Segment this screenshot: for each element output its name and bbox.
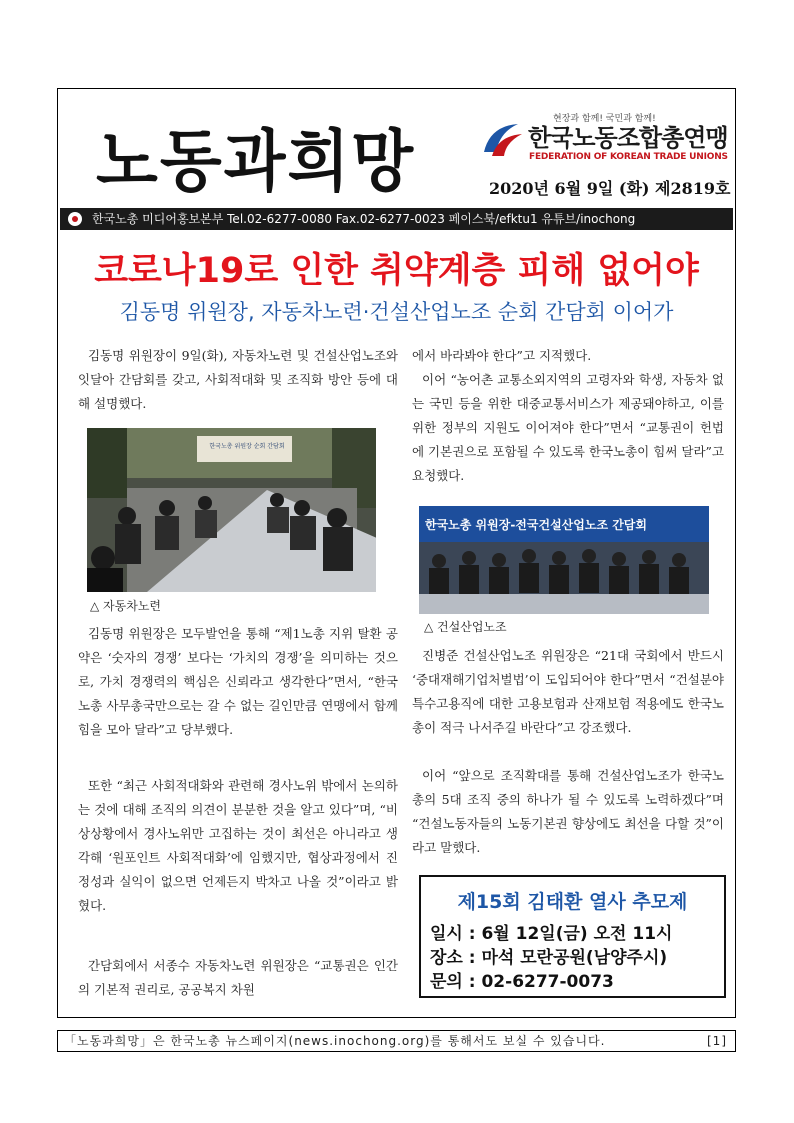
fktu-logo-icon <box>478 116 526 164</box>
contact-bar <box>60 208 733 230</box>
article-subhead: 김동명 위원장, 자동차노련·건설산업노조 순회 간담회 이어가 <box>119 300 674 324</box>
newsletter-title: 노동과희망 <box>96 122 416 202</box>
article-paragraph: 이어 “앞으로 조직확대를 통해 건설산업노조가 한국노총의 5대 조직 중의 하나가 될 수 있도록 노력하겠다”며 “건설노동자들의 노동기본권 향상에도 최선을 다할 것”이라고 말했다. <box>412 768 724 855</box>
org-tagline: 현장과 함께! 국민과 함께! <box>553 114 656 124</box>
contact-bar-icon <box>68 212 82 226</box>
article-paragraph: 에서 바라봐야 한다”고 지적했다. <box>412 348 592 363</box>
photo2-caption: △ 건설산업노조 <box>424 620 507 634</box>
memorial-date: 일시 : 6월 12일(금) 오전 11시 <box>430 924 673 944</box>
article-paragraph: 김동명 위원장은 모두발언을 통해 “제1노총 지위 탈환 공약은 ‘숫자의 경쟁’ 보다는 ‘가치의 경쟁’을 의미하는 것으로, 가치 경쟁력의 핵심은 신뢰라고 생각한다”면서, “한국노총 사무총국만으로는 갈 수 없는 길인만큼 연맹에서 함께 힘을 모아 달라”고 당부했다. <box>78 626 398 737</box>
memorial-contact: 문의 : 02-6277-0073 <box>430 972 614 992</box>
org-name: 한국노동조합총연맹 <box>528 124 728 152</box>
photo1-caption: △ 자동차노련 <box>90 599 162 613</box>
memorial-place: 장소 : 마석 모란공원(남양주시) <box>430 948 668 968</box>
photo2-banner: 한국노총 위원장-전국건설산업노조 간담회 <box>425 518 647 532</box>
issue-date: 2020년 6월 9일 (화) 제2819호 <box>489 179 731 198</box>
article-paragraph: 이어 “농어촌 교통소외지역의 고령자와 학생, 자동차 없는 국민 등을 위한 대중교통서비스가 제공돼야하고, 이를 위한 정부의 지원도 이어져야 한다”면서 “교통권이 헌법에 기본권으로 포함될 수 있도록 한국노총이 힘써 달라”고 요청했다. <box>412 372 724 483</box>
page-number: [1] <box>707 1034 727 1048</box>
article-paragraph: 또한 “최근 사회적대화와 관련해 경사노위 밖에서 논의하는 것에 대해 조직의 의견이 분분한 것을 알고 있다”며, “비상상황에서 경사노위만 고집하는 것이 최선은 아니라고 생각해 ‘원포인트 사회적대화’에 임했지만, 협상과정에서 진정성과 실익이 없으면 언제든지 박차고 나올 것”이라고 밝혔다. <box>78 778 398 913</box>
article-headline: 코로나19로 인한 취약계층 피해 없어야 <box>94 251 699 291</box>
org-name-english: FEDERATION OF KOREAN TRADE UNIONS <box>529 152 728 162</box>
photo-construction-union-meeting <box>419 506 709 614</box>
contact-bar-text: 한국노총 미디어홍보본부 Tel.02-6277-0080 Fax.02-6277-0023 페이스북/efktu1 유튜브/inochong <box>92 212 636 226</box>
footer-text: 「노동과희망」은 한국노총 뉴스페이지(news.inochong.org)를 통해서도 보실 수 있습니다. <box>64 1034 606 1048</box>
article-paragraph: 진병준 건설산업노조 위원장은 “21대 국회에서 반드시 ‘중대재해기업처벌법’이 도입되어야 한다”면서 “건설분야 특수고용직에 대한 고용보험과 산재보험 적용에도 한국노총이 적극 나서주길 바란다”고 강조했다. <box>412 648 724 735</box>
article-paragraph: 간담회에서 서종수 자동차노련 위원장은 “교통권은 인간의 기본적 권리로, 공공복지 차원 <box>78 958 398 997</box>
page-footer <box>57 1030 736 1052</box>
memorial-notice-box <box>419 875 726 998</box>
article-paragraph: 김동명 위원장이 9일(화), 자동차노련 및 건설산업노조와 잇달아 간담회를 갖고, 사회적대화 및 조직화 방안 등에 대해 설명했다. <box>78 348 398 411</box>
photo1-banner: 한국노총 위원장 순회 간담회 <box>209 443 285 450</box>
memorial-title: 제15회 김태환 열사 추모제 <box>457 891 688 913</box>
photo-auto-workers-meeting <box>87 428 376 592</box>
